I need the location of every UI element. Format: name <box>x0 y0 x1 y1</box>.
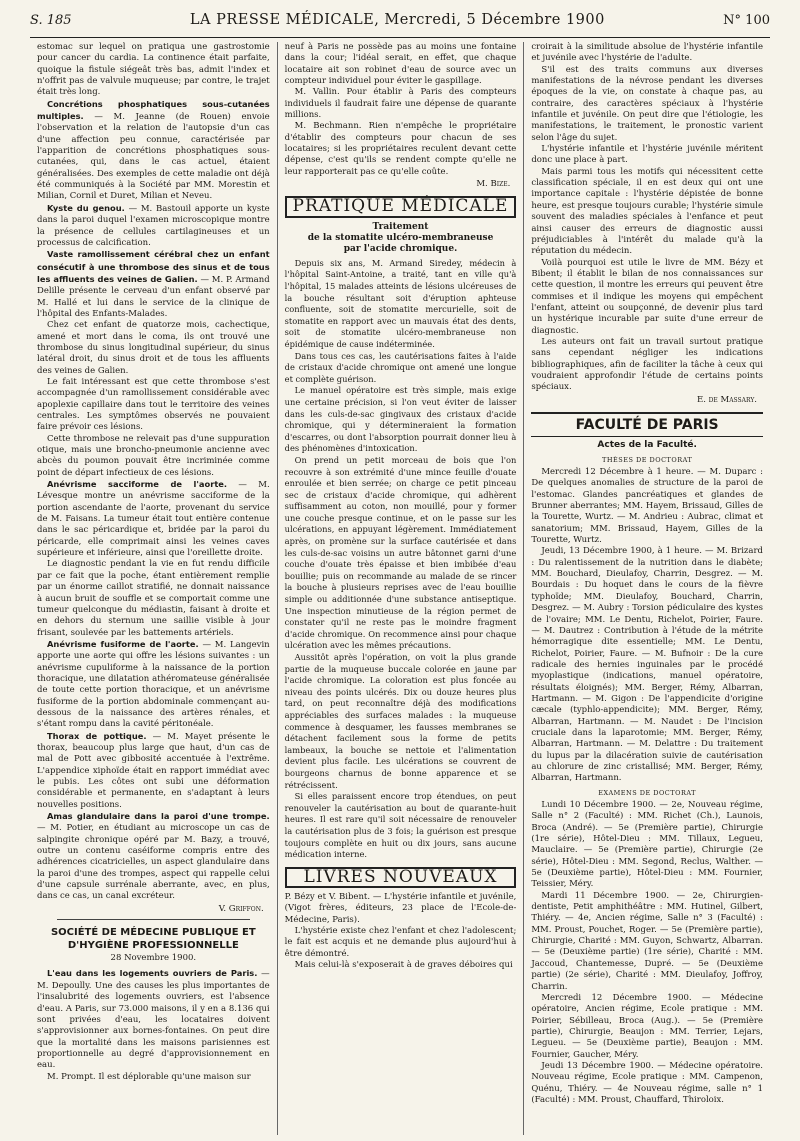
paragraph: Si elles paraissent encore trop étendues, on peut renouveler la cautérisation au bout de quarante-huit heures. Il est rare qu'il soit nécessaire de renouveler la cautérisation plus de 3 fois; la guérison est presque toujours complète en huit ou dix jours, sans aucune médication interne. <box>284 791 517 860</box>
article <box>37 811 270 903</box>
column-1 <box>30 42 277 1135</box>
section-title: SOCIÉTÉ DE MÉDECINE PUBLIQUE ET D'HYGIÈNE PROFESSIONNELLE <box>50 927 256 952</box>
article-text: — M. Mayet présente le thorax, beaucoup plus large que haut, d'un cas de mal de Pott avec gibbosité accentuée à l'extrême. L'appendice xiphoïde était en rapport immédiat avec le pubis. Les côtes ont subi une déformation considérable et permanente, en s'adaptant à leurs nouvelles positions. <box>37 731 270 810</box>
subheading: EXAMENS DE DOCTORAT <box>598 788 697 797</box>
paragraph: M. Vallin. Pour établir à Paris des compteurs individuels il faudrait faire une dépense de quarante millions. <box>284 87 517 121</box>
article <box>37 968 270 1071</box>
article-text: — M. Depoully. Une des causes les plus importantes de l'insalubrité des logements ouvriers, est l'absence d'eau. A Paris, sur 73.000 maisons, il y en a 8.136 qui sont privées d'eau, les locataires doivent s'approvisionner aux bornes-fontaines. On peut dire que la mortalité dans les maisons parisiennes est proportionnelle au degré d'approvisionnement en eau. <box>37 969 270 1071</box>
column-3 <box>523 42 770 1135</box>
section-title-livres: LIVRES NOUVEAUX <box>285 867 517 888</box>
article-text: — M. P. Armand Delille présente le cerveau d'un enfant observé par M. Hallé et lui dans le service de la clinique de l'hôpital des Enfants-Malades. <box>37 274 270 319</box>
heading-line: de la stomatite ulcéro-membraneuse <box>307 232 494 243</box>
article <box>37 731 270 811</box>
columns <box>30 42 770 1135</box>
paragraph: P. Bézy et V. Bibent. — L'hystérie infantile et juvénile, (Vigot frères, éditeurs, 23 place de l'Ecole-de-Médecine, Paris). <box>284 892 517 925</box>
heading-line: Traitement <box>372 221 429 232</box>
article <box>37 639 270 731</box>
paragraph: Mais celui-là s'exposerait à de graves déboires qui <box>294 960 513 971</box>
paragraph: M. Bechmann. Rien n'empêche le propriétaire d'établir des compteurs pour chacun de ses locataires; si les propriétaires reculent devant cette dépense, c'est qu'ils se rendent compte qu'elle ne leur rapporterait pas ce qu'elle coûte. <box>284 121 517 177</box>
journal-title: LA PRESSE MÉDICALE, Mercredi, 5 Décembre 1900 <box>189 12 605 28</box>
signature: V. Griffon. <box>218 903 264 914</box>
article <box>37 203 270 249</box>
paragraph: M. Prompt. Il est déplorable qu'une maison sur <box>47 1071 251 1082</box>
page-header <box>30 12 770 38</box>
paragraph: Mardi 11 Décembre 1900. — 2e, Chirurgien-dentiste, Petit amphithéâtre : MM. Hutinel, Gilbert, Thiéry. — 4e, Ancien régime, Salle n° 3 (Faculté) : MM. Proust, Pouchet, Roger. — 5e (Première partie), Chirurgie, Charité : MM. Guyon, Schwartz, Albarran. — 5e (Deuxième partie) (1re série), Charité : MM. Jaccoud, Chantemesse, Dupré. — 5e (Deuxième partie) (2e série), Charité : MM. Dieulafoy, Joffroy, Charrin. <box>531 890 763 992</box>
paragraph: Mercredi 12 Décembre 1900. — Médecine opératoire, Ancien régime, Ecole pratique : MM. Poirier, Sébilleau, Broca (Aug.). — 5e (Première partie), Chirurgie, Beaujon : MM. Terrier, Lejars, Legueu. — 5e (Deuxième partie), Beaujon : MM. Fournier, Gaucher, Méry. <box>531 992 763 1060</box>
signature: M. Bize. <box>476 179 511 190</box>
article-title: Vaste ramollissement cérébral chez un enfant consécutif à une thrombose des sinus et de tous les affluents des veines de Galien. <box>37 249 270 284</box>
paragraph: Chez cet enfant de quatorze mois, cachectique, amené et mort dans le coma, ils ont trouvé une thrombose du sinus longitudinal supérieur, du sinus latéral droit, du sinus droit et de tous les affluents des veines de Galien. <box>37 320 270 376</box>
section-title-faculte: FACULTÉ DE PARIS <box>531 412 763 437</box>
article-text: — M. Bastouil apporte un kyste dans la paroi duquel l'examen microscopique montre la présence de cellules cartilagineuses et un processus de calcification. <box>37 203 270 248</box>
article-title: Anévrisme sacciforme de l'aorte. <box>47 479 228 490</box>
article-text: — M. Langevin apporte une aorte qui offre les lésions suivantes : un anévrisme cupuliforme à la naissance de la portion thoracique, une dilatation athéromateuse généralisée de toute cette portion thoracique, et un anévrisme fusiforme de la portion abdominale commençant au-dessous de la naissance des artères rénales, et s'étant rompu dans la cavité péritonéale. <box>37 639 270 730</box>
article-text: — M. Potier, en étudiant au microscope un cas de salpingite chronique opéré par M. Bazy, a trouvé, outre un contenu caséiforme compris entre des adhérences cicatricielles, un aspect glandulaire dans la paroi d'une des trompes, aspect qui rappelle celui d'une capsule surrénale aberrante, avec, en plus, dans ce cas, un canal excréteur. <box>37 823 270 902</box>
paragraph: Jeudi 13 Décembre 1900. — Médecine opératoire. Nouveau régime, Ecole pratique : MM. Campenon, Quénu, Thiéry. — 4e Nouveau régime, salle n° 1 (Faculté) : MM. Proust, Chauffard, Thiroloix. <box>531 1060 763 1105</box>
paragraph: Le manuel opératoire est très simple, mais exige une certaine précision, si l'on veut éviter de laisser dans les culs-de-sac gingivaux des cristaux d'acide chromique, qui y détermineraient la formation d'escarres, ou dont l'absorption pourrait donner lieu à des phénomènes d'intoxication. <box>284 385 517 454</box>
paragraph: L'hystérie existe chez l'enfant et chez l'adolescent; le fait est acquis et ne demande plus aujourd'hui à être démontré. <box>284 926 517 959</box>
paragraph: S'il est des traits communs aux diverses manifestations de la névrose pendant les diverses époques de la vie, on constate à chaque pas, au contraire, des caractères spéciaux à l'hystérie infantile et juvénile. On peut dire que l'étiologie, les manifestations, le traitement, le pronostic varient selon l'âge du sujet. <box>531 64 763 143</box>
section-title-pratique: PRATIQUE MÉDICALE <box>285 196 517 217</box>
heading-line: par l'acide chromique. <box>343 243 458 254</box>
paragraph: Voilà pourquoi est utile le livre de MM. Bézy et Bibent; il établit le bilan de nos connaissances sur cette question, il montre les erreurs qui peuvent être commises et il indique les moyens qui empêchent l'enfant, atteint ou soupçonné, de devenir plus tard un hystérique incurable par suite d'une erreur de diagnostic. <box>531 257 763 336</box>
article-title: Concrétions phosphatiques sous-cutanées multiples. <box>37 98 270 122</box>
paragraph: neuf à Paris ne possède pas au moins une fontaine dans la cour; l'idéal serait, en effet, que chaque locataire ait son robinet d'eau de source avec un compteur individuel pour éviter le gaspillage. <box>284 42 517 87</box>
section-date: 28 Novembre 1900. <box>110 953 197 964</box>
paragraph: Le diagnostic pendant la vie en fut rendu difficile par ce fait que la poche, étant entièrement remplie par un énorme caillot stratifié, ne donnait naissance à aucun bruit de souffle et se comportait comme une tumeur quelconque du médiastin, faisant à droite et en dehors du sternum une saillie visible à jour frisant, soulevée par les battements artériels. <box>37 559 270 638</box>
paragraph: Dans tous ces cas, les cautérisations faites à l'aide de cristaux d'acide chromique ont amené une longue et complète guérison. <box>284 350 517 384</box>
paragraph: Les auteurs ont fait un travail surtout pratique sans cependant négliger les indications bibliographiques, afin de faciliter la tâche à ceux qui voudraient approfondir l'étude de certains points spéciaux. <box>531 336 763 393</box>
article-text: — M. Lévesque montre un anévrisme sacciforme de la portion ascendante de l'aorte, provenant du service de M. Faisans. La tumeur était tout entière contenue dans le sac péricardique et, bridée par la paroi du péricarde, elle comprimait ainsi les veines caves supérieure et inférieure, ainsi que l'oreillette droite. <box>37 480 270 559</box>
article <box>37 479 270 559</box>
paragraph: Mais parmi tous les motifs qui nécessitent cette classification spéciale, il en est deux qui ont une importance capitale : l'hystérie dépistée de bonne heure, est presque toujours curable; l'hystérie simule souvent des maladies spéciales à l'enfance et peut ainsi causer des erreurs de diagnostic aussi préjudiciables à l'intérêt du malade qu'à la réputation du médecin. <box>531 166 763 257</box>
paragraph: Mercredi 12 Décembre à 1 heure. — M. Duparc : De quelques anomalies de structure de la paroi de l'estomac. Glandes pancréatiques et glandes de Brunner aberrantes; MM. Hayem, Brissaud, Gilles de la Tourette, Wurtz. — M. Andrieu : Aubrac, climat et sanatorium; MM. Brissaud, Hayem, Gilles de la Tourette, Wurtz. <box>531 467 763 546</box>
article-text: — M. Jeanne (de Rouen) envoie l'observation et la relation de l'autopsie d'un cas d'une affection peu connue, caractérisée par l'apparition de concrétions phosphatiques sous-cutanées, qui, dans le cas actuel, étaient généralisées. Des exemples de cette maladie ont déjà été communiqués à la Société par MM. Morestin et Milian, Cornil et Duret, Milian et Neveu. <box>37 112 270 202</box>
page-number: S. 185 <box>30 13 72 28</box>
paragraph: L'hystérie infantile et l'hystérie juvénile méritent donc une place à part. <box>531 144 763 166</box>
paragraph: Aussitôt après l'opération, on voit la plus grande partie de la muqueuse buccale colorée en jaune par l'acide chromique. La coloration est plus foncée au niveau des points ulcérés. Dix ou douze heures plus tard, on peut reconnaître déjà des modifications appréciables des surfaces malades : la muqueuse commence à desquamer, les fausses membranes se détachent facilement sous la forme de petits lambeaux, la bouche se nettoie et l'alimentation devient plus facile. Les ulcérations se couvrent de bourgeons charnus de bonne apparence et se rétrécissent. <box>284 652 517 790</box>
paragraph: Cette thrombose ne relevait pas d'une suppuration otique, mais une broncho-pneumonie ancienne avec abcès du poumon pouvait être incriminée comme point de départ infectieux de ces lésions. <box>37 433 270 478</box>
article-title: Anévrisme fusiforme de l'aorte. <box>47 638 199 649</box>
paragraph: Le fait intéressant est que cette thrombose s'est accompagnée d'un ramollissement considérable avec apoplexie capillaire dans tout le territoire des veines centrales. Les symptômes observés ne pouvaient faire prévoir ces lésions. <box>37 376 270 433</box>
article-title: Kyste du genou. <box>47 202 125 213</box>
article <box>37 99 270 203</box>
article-title: L'eau dans les logements ouvriers de Paris. <box>47 968 258 979</box>
column-2 <box>277 42 524 1135</box>
paragraph: On prend un petit morceau de bois que l'on recouvre à son extrémité d'une mince feuille d'ouate enroulée et bien serrée; on charge ce petit pinceau sec de cristaux d'acide chromique, qui adhèrent suffisamment au coton, non mouillé, pour y former une couche presque continue, et on le passe sur les ulcérations, en appuyant légèrement. Immédiatement après, on promène sur la surface cautérisée et dans les culs-de-sac voisins un autre bâtonnet garni d'une couche d'ouate très épaisse et bien imbibée d'eau bouillie; puis on recommande au malade de se rincer la bouche à plusieurs reprises avec de l'eau bouillie simple ou additionnée d'une substance antiseptique. Une inspection minutieuse de la région permet de constater qu'il ne reste pas le moindre fragment d'acide chromique. On recommence ainsi pour chaque ulcération avec les mêmes précautions. <box>284 454 517 651</box>
signature: E. de Massary. <box>697 394 757 405</box>
issue-number: N° 100 <box>723 13 770 28</box>
article-title: Amas glandulaire dans la paroi d'une trompe. <box>47 811 270 822</box>
article-title: Thorax de pottique. <box>47 730 147 741</box>
subsection-title: Actes de la Faculté. <box>597 440 697 451</box>
subheading: THÈSES DE DOCTORAT <box>602 455 693 464</box>
paragraph: Jeudi, 13 Décembre 1900, à 1 heure. — M. Brizard : Du ralentissement de la nutrition dans le diabète; MM. Bouchard, Dieulafoy, Charrin, Desgrez. — M. Bourdais : Du hoquet dans le cours de la fièvre typhoïde; MM. Dieulafoy, Bouchard, Charrin, Desgrez. — M. Aubry : Torsion pédiculaire des kystes de l'ovaire; MM. Le Dentu, Richelot, Poirier, Faure. — M. Dautrez : Contribution à l'étude de la métrite hémorragique dite essentielle; MM. Le Dentu, Richelot, Poirier, Faure. — M. Bufnoir : De la cure radicale des hernies inguinales par le procédé myoplastique (indications, manuel opératoire, résultats éloignés); MM. Berger, Rémy, Albarran, Hartmann. — M. Gigon : De l'appendicite d'origine cæcale (typhlo-appendicite); MM. Berger, Rémy, Albarran, Hartmann. — M. Naudet : De l'incision cruciale dans la laparotomie; MM. Berger, Rémy, Albarran, Hartmann. — M. Delattre : Du traitement du lupus par la dilacération suivie de cautérisation au chlorure de zinc cristallisé; MM. Berger, Rémy, Albarran, Hartmann. <box>531 546 763 784</box>
paragraph: Lundi 10 Décembre 1900. — 2e, Nouveau régime, Salle n° 2 (Faculté) : MM. Richet (Ch.), Launois, Broca (André). — 5e (Première partie), Chirurgie (1re série), Hôtel-Dieu : MM. Tillaux, Legueu, Mauclaire. — 5e (Première partie), Chirurgie (2e série), Hôtel-Dieu : MM. Segond, Reclus, Walther. — 5e (Deuxième partie), Hôtel-Dieu : MM. Fournier, Teissier, Méry. <box>531 800 763 890</box>
paragraph: estomac sur lequel on pratiqua une gastrostomie pour cancer du cardia. La continence était parfaite, quoique la fistule siégeât très bas, admit l'index et n'offrit pas de valvule muqueuse; par contre, le trajet était très long. <box>37 42 270 98</box>
article <box>37 249 270 320</box>
divider <box>57 919 250 920</box>
paragraph: croirait à la similitude absolue de l'hystérie infantile et juvénile avec l'hystérie de l'adulte. <box>531 42 763 64</box>
paragraph: Depuis six ans, M. Armand Siredey, médecin à l'hôpital Saint-Antoine, a traité, tant en ville qu'à l'hôpital, 15 malades atteints de lésions ulcéreuses de la bouche résultant soit d'éruption aphteuse confluente, soit de stomatite mercurielle, soit de stomatite en rapport avec un mauvais état des dents, soit de stomatite ulcéro-membraneuse non épidémique de cause indéterminée. <box>284 257 517 349</box>
article-heading <box>285 222 517 255</box>
